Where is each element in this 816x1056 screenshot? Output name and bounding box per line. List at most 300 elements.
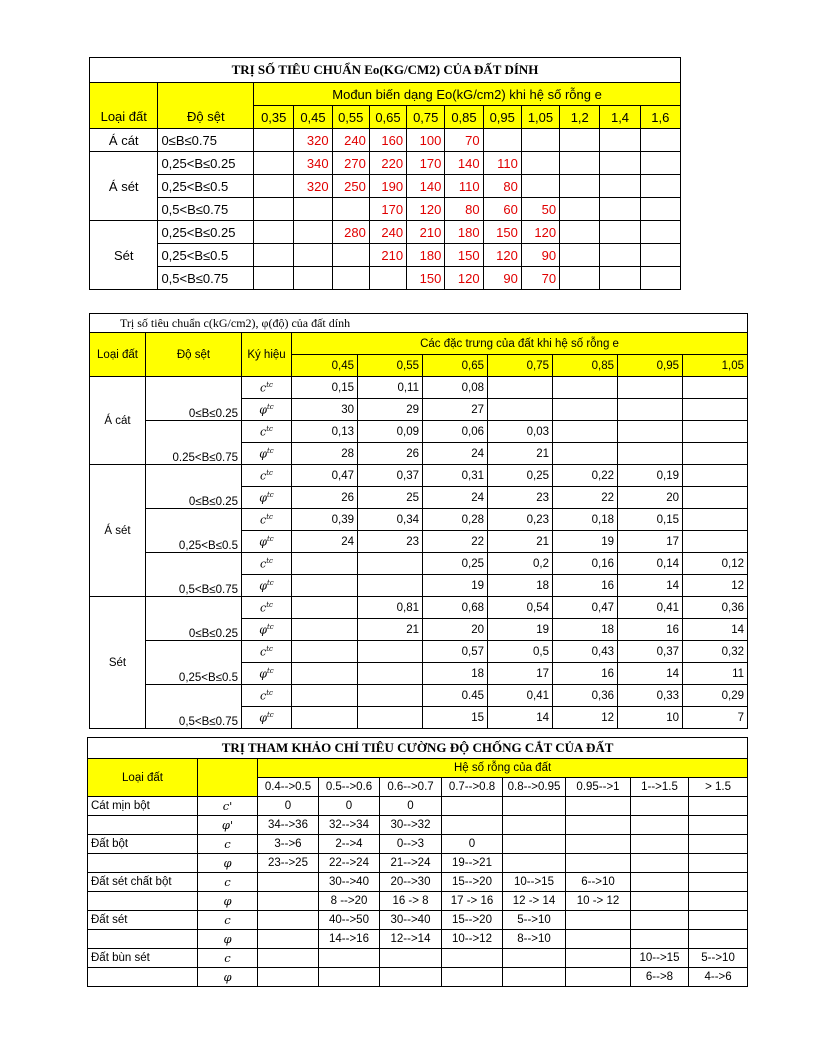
modulus-e-header: 1,05	[521, 106, 559, 129]
modulus-col-state: Độ sệt	[158, 106, 254, 129]
strength-e-header: 0,65	[423, 355, 488, 377]
table-row	[88, 911, 748, 930]
symbol-superscript: tc	[266, 710, 274, 719]
strength-value-cell	[618, 377, 683, 399]
friction-angle-symbol	[242, 663, 292, 685]
modulus-value-cell	[294, 267, 332, 290]
modulus-value-cell	[294, 244, 332, 267]
cohesion-symbol	[242, 377, 292, 399]
shear-value-cell	[631, 835, 689, 854]
strength-value-cell	[358, 553, 423, 575]
consistency-cell: 0,5<B≤0.75	[146, 553, 242, 597]
strength-value-cell: 0,18	[553, 509, 618, 531]
strength-value-cell: 21	[488, 531, 553, 553]
symbol-superscript: tc	[266, 490, 274, 499]
modulus-value-cell	[560, 267, 600, 290]
modulus-e-header: 1,4	[600, 106, 640, 129]
shear-value-cell: 20-->30	[380, 873, 442, 892]
consistency-cell: 0,25<B≤0.5	[158, 244, 254, 267]
cohesion-symbol	[242, 465, 292, 487]
void-ratio-range-header: 1-->1.5	[631, 778, 689, 797]
shear-value-cell	[503, 968, 566, 987]
strength-value-cell: 0,23	[488, 509, 553, 531]
strength-value-cell	[683, 465, 748, 487]
cohesion-symbol	[242, 597, 292, 619]
shear-table	[87, 737, 748, 987]
shear-value-cell	[631, 892, 689, 911]
void-ratio-range-header: 0.6-->0.7	[380, 778, 442, 797]
symbol-letter: φ	[259, 535, 267, 549]
symbol-letter: c	[260, 645, 267, 659]
table-row	[90, 421, 748, 443]
soil-type-cell: Đất sét chất bột	[88, 873, 198, 892]
strength-value-cell: 0,36	[683, 597, 748, 619]
soil-type-cell: Sét	[90, 221, 158, 290]
soil-type-cell: Á sét	[90, 152, 158, 221]
modulus-value-cell: 190	[369, 175, 406, 198]
soil-type-cell	[88, 968, 198, 987]
friction-angle-symbol	[242, 487, 292, 509]
shear-value-cell	[631, 854, 689, 873]
shear-value-cell	[503, 949, 566, 968]
consistency-cell: 0,25<B≤0.5	[158, 175, 254, 198]
parameter-symbol: c'	[198, 797, 258, 816]
modulus-value-cell: 320	[294, 129, 332, 152]
modulus-value-cell	[640, 267, 680, 290]
strength-value-cell: 21	[358, 619, 423, 641]
modulus-value-cell: 70	[445, 129, 483, 152]
strength-value-cell	[618, 421, 683, 443]
shear-value-cell: 10-->12	[442, 930, 503, 949]
strength-value-cell: 25	[358, 487, 423, 509]
shear-value-cell: 15-->20	[442, 873, 503, 892]
strength-header-group: Các đặc trưng của đất khi hệ số rỗng e	[292, 333, 748, 355]
modulus-value-cell: 90	[483, 267, 521, 290]
shear-value-cell	[503, 797, 566, 816]
modulus-value-cell	[560, 198, 600, 221]
modulus-value-cell: 220	[369, 152, 406, 175]
soil-type-cell: Đất sét	[88, 911, 198, 930]
modulus-value-cell: 110	[483, 152, 521, 175]
shear-value-cell	[566, 835, 631, 854]
strength-value-cell	[683, 421, 748, 443]
strength-value-cell: 0,15	[618, 509, 683, 531]
symbol-superscript: tc	[266, 402, 274, 411]
strength-value-cell: 0,43	[553, 641, 618, 663]
strength-value-cell	[618, 399, 683, 421]
shear-value-cell: 0	[258, 797, 319, 816]
strength-value-cell: 0,29	[683, 685, 748, 707]
strength-value-cell: 11	[683, 663, 748, 685]
cohesion-symbol	[242, 421, 292, 443]
shear-value-cell	[258, 930, 319, 949]
strength-value-cell: 0,32	[683, 641, 748, 663]
strength-value-cell: 0,41	[488, 685, 553, 707]
void-ratio-range-header: 0.8-->0.95	[503, 778, 566, 797]
table-row	[88, 873, 748, 892]
table-row	[90, 129, 681, 152]
shear-value-cell: 30-->32	[380, 816, 442, 835]
shear-value-cell: 16 -> 8	[380, 892, 442, 911]
strength-value-cell: 12	[553, 707, 618, 729]
shear-value-cell: 30-->40	[380, 911, 442, 930]
shear-value-cell	[689, 892, 748, 911]
strength-value-cell: 14	[618, 575, 683, 597]
shear-value-cell: 10-->15	[631, 949, 689, 968]
shear-value-cell: 0-->3	[380, 835, 442, 854]
shear-value-cell	[631, 911, 689, 930]
modulus-value-cell: 120	[521, 221, 559, 244]
strength-value-cell	[683, 509, 748, 531]
strength-value-cell: 19	[423, 575, 488, 597]
strength-value-cell	[683, 443, 748, 465]
strength-value-cell	[358, 663, 423, 685]
shear-value-cell	[689, 797, 748, 816]
strength-value-cell: 26	[292, 487, 358, 509]
friction-angle-symbol	[242, 443, 292, 465]
modulus-value-cell	[560, 175, 600, 198]
strength-value-cell: 18	[553, 619, 618, 641]
shear-value-cell	[442, 816, 503, 835]
strength-value-cell: 0,81	[358, 597, 423, 619]
table-row	[88, 797, 748, 816]
modulus-value-cell	[600, 244, 640, 267]
shear-value-cell: 5-->10	[689, 949, 748, 968]
strength-value-cell: 18	[488, 575, 553, 597]
strength-value-cell: 0,37	[618, 641, 683, 663]
table-row	[90, 175, 681, 198]
strength-value-cell	[553, 443, 618, 465]
modulus-value-cell: 210	[407, 221, 445, 244]
shear-value-cell: 12 -> 14	[503, 892, 566, 911]
modulus-value-cell: 160	[369, 129, 406, 152]
consistency-cell: 0,25<B≤0.25	[158, 152, 254, 175]
strength-value-cell: 0,33	[618, 685, 683, 707]
modulus-value-cell	[369, 267, 406, 290]
shear-value-cell	[631, 816, 689, 835]
modulus-col-soil: Loại đất	[90, 106, 158, 129]
table-row	[90, 465, 748, 487]
shear-value-cell: 23-->25	[258, 854, 319, 873]
strength-e-header: 0,85	[553, 355, 618, 377]
strength-value-cell: 0,5	[488, 641, 553, 663]
strength-value-cell: 0,34	[358, 509, 423, 531]
shear-value-cell: 0	[319, 797, 380, 816]
shear-value-cell: 4-->6	[689, 968, 748, 987]
shear-value-cell: 30-->40	[319, 873, 380, 892]
soil-type-cell: Cát mịn bột	[88, 797, 198, 816]
symbol-superscript: tc	[266, 424, 273, 433]
table-row	[90, 152, 681, 175]
strength-value-cell: 0,25	[488, 465, 553, 487]
table-row	[90, 377, 748, 399]
symbol-letter: c	[260, 469, 267, 483]
shear-value-cell: 8-->10	[503, 930, 566, 949]
symbol-superscript: tc	[266, 622, 274, 631]
modulus-value-cell: 70	[521, 267, 559, 290]
strength-value-cell	[292, 663, 358, 685]
shear-value-cell: 0	[442, 835, 503, 854]
shear-value-cell: 32-->34	[319, 816, 380, 835]
friction-angle-symbol	[242, 575, 292, 597]
symbol-letter: c	[260, 425, 267, 439]
soil-type-cell: Đất bột	[88, 835, 198, 854]
shear-value-cell	[442, 797, 503, 816]
modulus-value-cell: 140	[407, 175, 445, 198]
soil-type-cell: Á cát	[90, 377, 146, 465]
modulus-value-cell	[600, 221, 640, 244]
strength-table-title: Trị số tiêu chuẩn c(kG/cm2), φ(độ) của đất dính	[90, 314, 748, 333]
parameter-symbol: φ	[198, 968, 258, 987]
parameter-symbol: c	[198, 911, 258, 930]
modulus-e-header: 0,85	[445, 106, 483, 129]
symbol-letter: φ	[259, 711, 267, 725]
table-row	[88, 968, 748, 987]
soil-type-cell	[88, 892, 198, 911]
parameter-symbol: φ	[198, 930, 258, 949]
modulus-e-header: 0,65	[369, 106, 406, 129]
modulus-e-header: 0,75	[407, 106, 445, 129]
modulus-value-cell	[600, 175, 640, 198]
shear-value-cell: 2-->4	[319, 835, 380, 854]
modulus-value-cell: 280	[332, 221, 369, 244]
strength-value-cell: 0,13	[292, 421, 358, 443]
shear-value-cell: 22-->24	[319, 854, 380, 873]
modulus-value-cell	[254, 198, 294, 221]
symbol-letter: φ	[259, 623, 267, 637]
strength-value-cell	[292, 553, 358, 575]
table-row	[88, 949, 748, 968]
consistency-cell: 0,25<B≤0.5	[146, 641, 242, 685]
strength-value-cell	[358, 707, 423, 729]
strength-value-cell	[553, 377, 618, 399]
table-row	[88, 854, 748, 873]
shear-value-cell	[258, 968, 319, 987]
shear-value-cell: 10-->15	[503, 873, 566, 892]
strength-value-cell: 15	[423, 707, 488, 729]
modulus-value-cell	[560, 244, 600, 267]
table-row	[90, 267, 681, 290]
shear-value-cell	[319, 968, 380, 987]
modulus-value-cell	[640, 152, 680, 175]
shear-value-cell	[566, 968, 631, 987]
strength-value-cell: 0,25	[423, 553, 488, 575]
modulus-value-cell: 80	[445, 198, 483, 221]
consistency-cell: 0.25<B≤0.75	[146, 421, 242, 465]
modulus-value-cell	[640, 198, 680, 221]
soil-type-cell: Sét	[90, 597, 146, 729]
shear-value-cell	[631, 797, 689, 816]
modulus-value-cell: 120	[483, 244, 521, 267]
symbol-superscript: tc	[266, 644, 273, 653]
soil-type-cell: Á cát	[90, 129, 158, 152]
shear-value-cell	[689, 816, 748, 835]
symbol-letter: φ	[259, 579, 267, 593]
strength-e-header: 1,05	[683, 355, 748, 377]
parameter-symbol: φ	[198, 854, 258, 873]
shear-value-cell: 40-->50	[319, 911, 380, 930]
parameter-symbol: c	[198, 949, 258, 968]
modulus-value-cell: 170	[369, 198, 406, 221]
void-ratio-range-header: 0.95-->1	[566, 778, 631, 797]
strength-value-cell: 19	[553, 531, 618, 553]
friction-angle-symbol	[242, 399, 292, 421]
cohesion-symbol	[242, 509, 292, 531]
strength-value-cell: 0,28	[423, 509, 488, 531]
strength-value-cell: 0,12	[683, 553, 748, 575]
modulus-value-cell: 140	[445, 152, 483, 175]
consistency-cell: 0≤B≤0.25	[146, 597, 242, 641]
symbol-superscript: tc	[266, 578, 274, 587]
modulus-value-cell	[332, 198, 369, 221]
strength-value-cell: 0,15	[292, 377, 358, 399]
strength-value-cell: 0,11	[358, 377, 423, 399]
consistency-cell: 0≤B≤0.25	[146, 377, 242, 421]
cohesion-symbol	[242, 685, 292, 707]
shear-value-cell	[319, 949, 380, 968]
strength-e-header: 0,95	[618, 355, 683, 377]
strength-value-cell	[292, 685, 358, 707]
modulus-value-cell	[332, 244, 369, 267]
modulus-value-cell: 270	[332, 152, 369, 175]
modulus-value-cell	[600, 267, 640, 290]
shear-value-cell	[258, 892, 319, 911]
shear-value-cell	[566, 854, 631, 873]
symbol-superscript: tc	[266, 688, 273, 697]
symbol-superscript: tc	[266, 666, 274, 675]
soil-type-cell: Đất bùn sét	[88, 949, 198, 968]
table-row	[90, 221, 681, 244]
modulus-value-cell: 240	[369, 221, 406, 244]
strength-value-cell: 18	[423, 663, 488, 685]
table-row	[90, 685, 748, 707]
strength-value-cell: 0,47	[553, 597, 618, 619]
strength-value-cell: 0,41	[618, 597, 683, 619]
modulus-value-cell	[640, 221, 680, 244]
strength-value-cell: 24	[292, 531, 358, 553]
cohesion-symbol	[242, 553, 292, 575]
strength-e-header: 0,55	[358, 355, 423, 377]
modulus-value-cell: 180	[445, 221, 483, 244]
symbol-letter: c	[260, 381, 267, 395]
shear-header-group: Hệ số rỗng của đất	[258, 759, 748, 778]
strength-value-cell: 30	[292, 399, 358, 421]
void-ratio-range-header: > 1.5	[689, 778, 748, 797]
modulus-value-cell	[294, 221, 332, 244]
modulus-value-cell	[640, 244, 680, 267]
shear-table-title: TRỊ THAM KHẢO CHỈ TIÊU CƯỜNG ĐỘ CHỐNG CẮT CỦA ĐẤT	[88, 738, 748, 759]
modulus-e-header: 0,35	[254, 106, 294, 129]
strength-value-cell: 14	[618, 663, 683, 685]
symbol-superscript: tc	[266, 468, 273, 477]
shear-value-cell	[566, 911, 631, 930]
symbol-superscript: tc	[266, 446, 274, 455]
modulus-value-cell: 100	[407, 129, 445, 152]
modulus-value-cell	[254, 129, 294, 152]
strength-value-cell	[553, 399, 618, 421]
consistency-cell: 0,25<B≤0.25	[158, 221, 254, 244]
modulus-value-cell	[521, 152, 559, 175]
strength-value-cell	[618, 443, 683, 465]
strength-value-cell	[292, 707, 358, 729]
strength-value-cell	[683, 487, 748, 509]
strength-value-cell: 21	[488, 443, 553, 465]
shear-value-cell: 14-->16	[319, 930, 380, 949]
strength-value-cell: 16	[618, 619, 683, 641]
modulus-value-cell	[483, 129, 521, 152]
strength-value-cell: 16	[553, 575, 618, 597]
strength-value-cell: 0,22	[553, 465, 618, 487]
strength-value-cell: 10	[618, 707, 683, 729]
symbol-letter: c	[260, 557, 267, 571]
strength-table	[89, 313, 748, 729]
friction-angle-symbol	[242, 707, 292, 729]
consistency-cell: 0,25<B≤0.5	[146, 509, 242, 553]
modulus-value-cell: 120	[445, 267, 483, 290]
shear-value-cell	[566, 930, 631, 949]
modulus-e-header: 1,6	[640, 106, 680, 129]
shear-value-cell: 8 -->20	[319, 892, 380, 911]
strength-value-cell	[683, 531, 748, 553]
modulus-value-cell: 150	[407, 267, 445, 290]
modulus-value-cell	[600, 129, 640, 152]
symbol-letter: c	[260, 513, 267, 527]
symbol-letter: c	[260, 601, 267, 615]
strength-value-cell: 27	[423, 399, 488, 421]
strength-value-cell	[683, 399, 748, 421]
table-row	[88, 835, 748, 854]
strength-value-cell: 23	[488, 487, 553, 509]
shear-value-cell: 0	[380, 797, 442, 816]
strength-value-cell: 7	[683, 707, 748, 729]
shear-value-cell	[258, 911, 319, 930]
modulus-value-cell: 110	[445, 175, 483, 198]
parameter-symbol: φ'	[198, 816, 258, 835]
shear-value-cell: 21-->24	[380, 854, 442, 873]
void-ratio-range-header: 0.5-->0.6	[319, 778, 380, 797]
strength-value-cell: 17	[618, 531, 683, 553]
table-row	[90, 509, 748, 531]
strength-value-cell: 22	[423, 531, 488, 553]
symbol-letter: φ	[259, 447, 267, 461]
modulus-value-cell	[560, 152, 600, 175]
shear-value-cell	[380, 949, 442, 968]
modulus-value-cell	[600, 198, 640, 221]
modulus-value-cell: 80	[483, 175, 521, 198]
soil-type-cell	[88, 854, 198, 873]
modulus-value-cell: 210	[369, 244, 406, 267]
modulus-e-header: 1,2	[560, 106, 600, 129]
strength-value-cell: 17	[488, 663, 553, 685]
symbol-letter: φ	[259, 403, 267, 417]
symbol-letter: φ	[259, 491, 267, 505]
modulus-value-cell: 170	[407, 152, 445, 175]
shear-value-cell	[258, 949, 319, 968]
shear-value-cell: 34-->36	[258, 816, 319, 835]
strength-value-cell: 24	[423, 443, 488, 465]
modulus-value-cell: 320	[294, 175, 332, 198]
consistency-cell: 0≤B≤0.25	[146, 465, 242, 509]
symbol-letter: c	[260, 689, 267, 703]
modulus-value-cell: 240	[332, 129, 369, 152]
strength-value-cell: 26	[358, 443, 423, 465]
strength-value-cell	[292, 575, 358, 597]
modulus-value-cell	[521, 129, 559, 152]
strength-value-cell: 19	[488, 619, 553, 641]
shear-value-cell	[631, 930, 689, 949]
strength-value-cell: 20	[423, 619, 488, 641]
strength-value-cell: 22	[553, 487, 618, 509]
